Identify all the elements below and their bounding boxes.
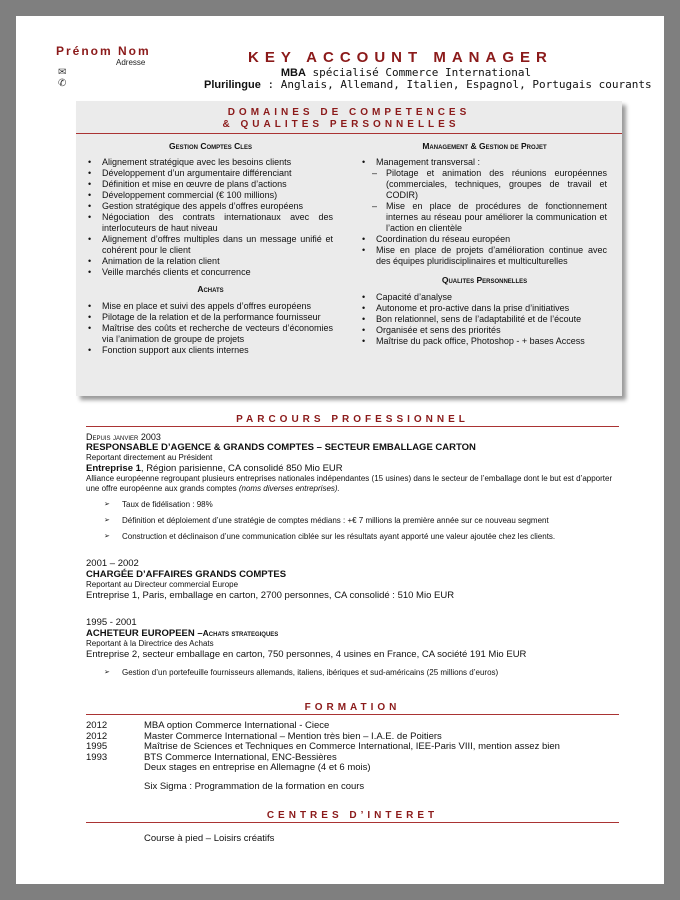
list-item: • Bon relationnel, sens de l’adaptabilité et de l’écoute [362,314,607,325]
list-item: • Développement d’un argumentaire différenciant [88,168,333,179]
achievement-item: ➢ Définition et déploiement d’une stratégie de comptes médians : +€ 7 millions la première année sur ce nouveau segment [104,516,621,526]
list-item: • Mise en place et suivi des appels d’offres européens [88,301,333,312]
list-item: • Mise en place de projets d’amélioration continue avec des équipes pluridisciplinaires et multiculturelles [362,245,607,267]
list-item: • Animation de la relation client [88,256,333,267]
job-3 [86,617,621,684]
formation-text: Deux stages en entreprise en Allemagne (4 et 6 mois) [144,762,371,773]
interets-text: Course à pied – Loisirs créatifs [144,833,275,844]
job-description: Alliance européenne regroupant plusieurs entreprises nationales indépendantes (15 usines) dans le secteur de l’emballage dont le but est d’apporter une offre européenne aux grands comptes (noms diverses entreprises). [86,474,613,493]
list-item: • Maîtrise du pack office, Photoshop - + bases Access [362,336,607,347]
competences-title: DOMAINES DE COMPETENCES & QUALITES PERSONNELLES [222,107,471,130]
achats-heading: Achats [197,284,224,294]
achievement-item: ➢ Taux de fidélisation : 98% [104,500,621,510]
management-sublist [368,168,607,234]
email-icon: ✉ [58,67,67,78]
list-item: • Coordination du réseau européen [362,234,607,245]
divider [86,714,619,715]
formation-heading: FORMATION [304,702,401,713]
list-item: • Veille marchés clients et concurrence [88,267,333,278]
job-date: 1995 - 2001 [86,617,137,628]
divider [76,133,622,134]
list-item: • Alignement stratégique avec les besoins clients [88,157,333,168]
management-list [362,234,607,267]
formation-list [86,721,621,774]
achievement-item: ➢ Construction et déclinaison d’une communication ciblée sur les résultats ayant apporté une valeur ajoutée chez les clients. [104,532,621,542]
list-item: • Négociation des contrats internationaux avec des interlocuteurs de haut niveau [88,212,333,234]
job-date: 2001 – 2002 [86,558,139,569]
languages-line: Plurilingue : Anglais, Allemand, Italien, Espagnol, Portugais courants [204,78,652,91]
achievement-item: ➢ Gestion d’un portefeuille fournisseurs allemands, italiens, ibériques et sud-américains (25 millions d’euros) [104,668,621,678]
job-company: Entreprise 2, secteur emballage en carton, 750 personnes, 4 usines en France, CA société 191 Mio EUR [86,649,527,660]
list-item: – Mise en place de procédures de fonctionnement internes au réseau pour améliorer la communication et l’action en clientèle [368,201,607,234]
list-item: • Gestion stratégique des appels d’offres européens [88,201,333,212]
divider [86,426,619,427]
job-title: ACHETEUR EUROPEEN –Achats strategiques [86,628,279,639]
job-company: Entreprise 1, Région parisienne, CA consolidé 850 Mio EUR [86,463,343,474]
competences-box [76,101,622,396]
formation-text: MBA option Commerce International - Ciece [144,720,330,731]
job-title: CHARGÉE D’AFFAIRES GRANDS COMPTES [86,569,287,580]
parcours-heading: PARCOURS PROFESSIONNEL [236,414,469,425]
formation-extra: Six Sigma : Programmation de la formation en cours [144,781,365,792]
right-column [362,141,607,347]
gestion-list [88,157,333,278]
interets-heading: CENTRES D’INTERET [266,810,439,821]
job-date: Depuis janvier 2003 [86,432,161,442]
list-item: • Capacité d’analyse [362,292,607,303]
formation-year: 1995 [86,741,108,752]
list-item: • Management transversal : [362,157,607,168]
list-item: • Développement commercial (€ 100 millions) [88,190,333,201]
formation-text: Master Commerce International – Mention très bien – I.A.E. de Poitiers [144,730,442,742]
management-heading: Management & Gestion de Projet [422,141,547,151]
gestion-heading: Gestion Comptes Cles [169,141,252,151]
job-achievements [104,500,621,542]
formation-year: 1993 [86,751,108,763]
formation-text: BTS Commerce International, ENC-Bessières [144,751,337,763]
job-report: Reportant à la Directrice des Achats [86,639,214,648]
job-1 [86,432,621,548]
list-item: • Pilotage de la relation et de la performance fournisseur [88,312,333,323]
job-report: Reportant directement au Président [86,453,213,462]
phone-icon: ✆ [58,78,67,89]
page-title: KEY ACCOUNT MANAGER [248,49,553,66]
achats-list [88,301,333,356]
management-intro [362,157,607,168]
list-item: • Alignement d’offres multiples dans un message unifié et cohérent pour le client [88,234,333,256]
formation-year: 2012 [86,720,108,731]
formation-year: 2012 [86,730,108,742]
list-item: • Définition et mise en œuvre de plans d’actions [88,179,333,190]
address: Adresse [116,58,146,67]
job-achievements [104,668,621,678]
divider [86,822,619,823]
mba-line: MBA spécialisé Commerce International [280,66,532,79]
left-column [88,141,333,356]
job-title: RESPONSABLE D’AGENCE & GRANDS COMPTES – SECTEUR EMBALLAGE CARTON [86,442,476,453]
list-item: • Fonction support aux clients internes [88,345,333,356]
qualites-list [362,292,607,347]
formation-row [86,763,621,774]
list-item: • Autonome et pro-active dans la prise d’initiatives [362,303,607,314]
list-item: • Organisée et sens des priorités [362,325,607,336]
list-item: • Maîtrise des coûts et recherche de vecteurs d’économies via l’animation de groupe de projets [88,323,333,345]
list-item: – Pilotage et animation des réunions européennes (commerciales, techniques, groupes de travail et CODIR) [368,168,607,201]
qualites-heading: Qualites Personnelles [441,275,528,285]
job-2 [86,558,621,601]
person-name: Prénom Nom [56,44,151,58]
resume-page [16,16,664,884]
job-company: Entreprise 1, Paris, emballage en carton, 2700 personnes, CA consolidé : 510 Mio EUR [86,590,455,601]
job-report: Reportant au Directeur commercial Europe [86,580,239,589]
formation-text: Maîtrise de Sciences et Techniques en Commerce International, IEE-Paris VIII, mention assez bien [144,741,560,752]
